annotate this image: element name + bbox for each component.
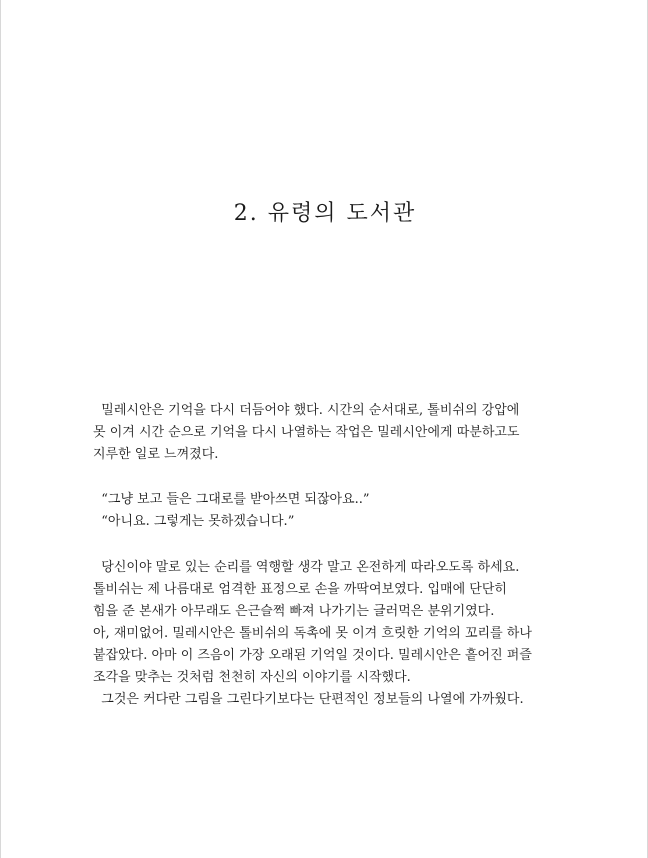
text-line: 당신이야 말로 있는 순리를 역행할 생각 말고 온전하게 따라오도록 하세요. [93,560,520,575]
text-line: 그것은 커다란 그림을 그린다기보다는 단편적인 정보들의 나열에 가까웠다. [93,692,524,707]
paragraph-gap [93,533,573,557]
text-line: 조각을 맞추는 것처럼 천천히 자신의 이야기를 시작했다. [93,670,411,685]
chapter-title: 2. 유령의 도서관 [233,201,417,226]
body-text [93,400,573,711]
text-line: 붙잡았다. 아마 이 즈음이 가장 오래된 기억일 것이다. 밀레시안은 흩어진 퍼즐 [93,648,532,663]
text-line: 밀레시안은 기억을 다시 더듬어야 했다. 시간의 순서대로, 톨비쉬의 강압에 [93,403,520,418]
text-line: 톨비쉬는 제 나름대로 엄격한 표정으로 손을 까딱여보였다. 입매에 단단히 [93,582,507,597]
text-line: 힘을 준 본새가 아무래도 은근슬쩍 빠져 나가기는 글러먹은 분위기였다. [93,604,495,619]
text-line: 지루한 일로 느껴졌다. [93,447,219,462]
paragraph [93,557,573,711]
dialogue [93,489,573,533]
dialogue-line: “그냥 보고 들은 그대로를 받아쓰면 되잖아요..” [93,492,370,507]
dialogue-line: “아니요. 그렇게는 못하겠습니다.” [93,514,295,529]
text-line: 아, 재미없어. 밀레시안은 톨비쉬의 독촉에 못 이겨 흐릿한 기억의 꼬리를 하나 [93,626,532,641]
text-line: 못 이겨 시간 순으로 기억을 다시 나열하는 작업은 밀레시안에게 따분하고도 [93,425,520,440]
paragraph [93,400,573,466]
paragraph-gap [93,466,573,489]
